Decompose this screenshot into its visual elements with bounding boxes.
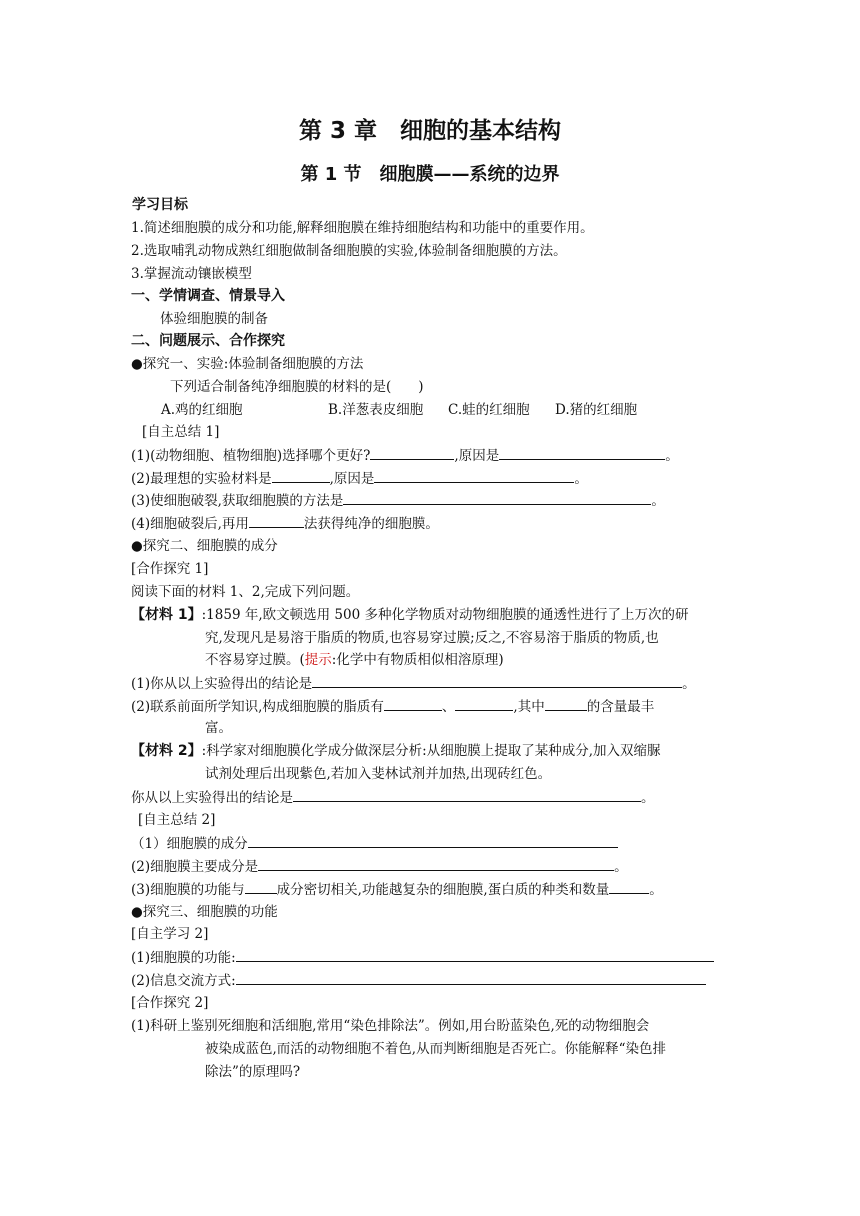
summary1-q4: (4)细胞破裂后,再用 法获得纯净的细胞膜。 (131, 516, 439, 532)
goals-heading: 学习目标 (132, 197, 188, 213)
explore1-question: 下列适合制备纯净细胞膜的材料的是( ) (170, 379, 424, 395)
hint-label: 提示 (304, 652, 332, 668)
answer-blank[interactable] (545, 697, 587, 711)
answer-blank[interactable] (293, 788, 641, 802)
material2-label: 【材料 2】 (131, 743, 202, 759)
answer-blank[interactable] (343, 491, 651, 505)
explore2-heading: ●探究二、细胞膜的成分 (131, 538, 278, 554)
section-title: 第 1 节 细胞膜——系统的边界 (300, 164, 560, 185)
coop2-line3: 除法”的原理吗? (205, 1064, 301, 1080)
section1-text: 体验细胞膜的制备 (160, 311, 268, 327)
explore3-q1: (1)细胞膜的功能: (131, 948, 714, 967)
answer-blank[interactable] (455, 697, 513, 711)
answer-blank[interactable] (384, 697, 442, 711)
answer-blank[interactable] (374, 469, 574, 483)
conclusion-line: 你从以上实验得出的结论是 。 (131, 790, 655, 806)
material2-line1: 【材料 2】:科学家对细胞膜化学成分做深层分析:从细胞膜上提取了某种成分,加入双缩脲 (131, 743, 661, 759)
answer-blank[interactable] (609, 880, 649, 894)
material1-line3: 不容易穿过膜。(提示:化学中有物质相似相溶原理) (205, 652, 504, 668)
goal-item: 2.选取哺乳动物成熟红细胞做制备细胞膜的实验,体验制备细胞膜的方法。 (131, 243, 567, 259)
answer-blank[interactable] (248, 834, 618, 848)
answer-blank[interactable] (272, 469, 330, 483)
summary1-q2: (2)最理想的实验材料是 ,原因是 。 (131, 471, 588, 487)
summary1-label: [自主总结 1] (142, 424, 220, 440)
section2-heading: 二、问题展示、合作探究 (131, 333, 285, 349)
summary1-q3: (3)使细胞破裂,获取细胞膜的方法是 。 (131, 493, 665, 509)
answer-blank[interactable] (236, 971, 706, 985)
read-instruction: 阅读下面的材料 1、2,完成下列问题。 (131, 584, 360, 600)
answer-blank[interactable] (236, 948, 714, 962)
option-a: A.鸡的红细胞 (161, 402, 243, 418)
material1-line1: 【材料 1】:1859 年,欧文顿选用 500 多种化学物质对动物细胞膜的通透性进行了上万次的研 (131, 607, 689, 623)
coop1-label: [合作探究 1] (131, 561, 209, 577)
summary2-s3: (3)细胞膜的功能与 成分密切相关,功能越复杂的细胞膜,蛋白质的种类和数量 。 (131, 882, 663, 898)
explore2-q1: (1)你从以上实验得出的结论是 。 (131, 676, 696, 692)
goal-item: 1.简述细胞膜的成分和功能,解释细胞膜在维持细胞结构和功能中的重要作用。 (131, 220, 594, 236)
study2-label: [自主学习 2] (131, 926, 209, 942)
answer-blank[interactable] (249, 514, 304, 528)
section1-heading: 一、学情调查、情景导入 (131, 288, 285, 304)
summary2-s2: (2)细胞膜主要成分是 。 (131, 859, 628, 875)
coop2-line2: 被染成蓝色,而活的动物细胞不着色,从而判断细胞是否死亡。你能解释“染色排 (205, 1041, 666, 1057)
explore2-q2-cont: 富。 (205, 720, 232, 736)
material1-line2: 究,发现凡是易溶于脂质的物质,也容易穿过膜;反之,不容易溶于脂质的物质,也 (205, 630, 659, 646)
material1-label: 【材料 1】 (131, 607, 202, 623)
option-b: B.洋葱表皮细胞 (328, 402, 424, 418)
answer-blank[interactable] (312, 674, 682, 688)
summary2-s1: （1）细胞膜的成分 (131, 834, 618, 853)
summary2-label: [自主总结 2] (138, 812, 216, 828)
answer-blank[interactable] (245, 880, 277, 894)
answer-blank[interactable] (370, 446, 454, 460)
material2-line2: 试剂处理后出现紫色,若加入斐林试剂并加热,出现砖红色。 (205, 766, 552, 782)
coop2-label: [合作探究 2] (131, 995, 209, 1011)
summary1-q1: (1)(动物细胞、植物细胞)选择哪个更好? ,原因是 。 (131, 448, 679, 464)
answer-blank[interactable] (499, 446, 665, 460)
option-c: C.蛙的红细胞 (448, 402, 530, 418)
coop2-line1: (1)科研上鉴别死细胞和活细胞,常用“染色排除法”。例如,用台盼蓝染色,死的动物细胞会 (131, 1018, 650, 1034)
goal-item: 3.掌握流动镶嵌模型 (131, 266, 252, 282)
explore3-q2: (2)信息交流方式: (131, 971, 706, 990)
explore3-heading: ●探究三、细胞膜的功能 (131, 904, 278, 920)
option-d: D.猪的红细胞 (555, 402, 638, 418)
explore1-heading: ●探究一、实验:体验制备细胞膜的方法 (131, 356, 364, 372)
answer-blank[interactable] (258, 857, 614, 871)
chapter-title: 第 3 章 细胞的基本结构 (298, 118, 562, 144)
explore2-q2: (2)联系前面所学知识,构成细胞膜的脂质有 、 ,其中 的含量最丰 (131, 699, 655, 715)
